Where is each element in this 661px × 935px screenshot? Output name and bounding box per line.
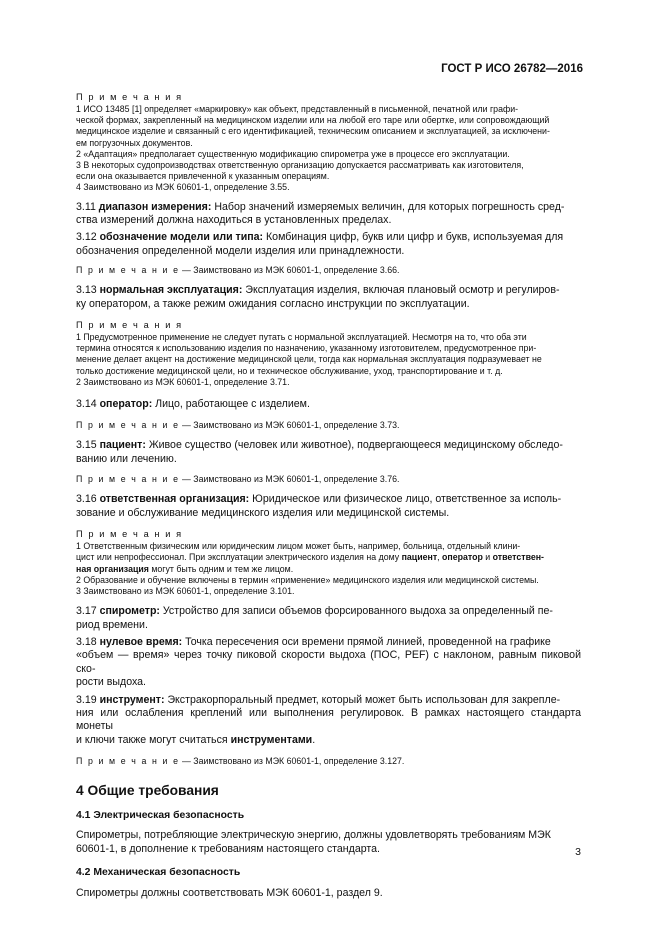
term-definition-cont: ства измерений должна находиться в установленных пределах. [76,214,392,227]
note-3-14 [76,419,581,431]
term-number: 3.13 [76,284,97,297]
subsection-heading-4-2: 4.2 Механическая безопасность [76,867,241,879]
note-text: — Заимствовано из МЭК 60601-1, определение 3.66. [179,265,400,276]
term-3-18 [76,636,581,690]
note-text: — Заимствовано из МЭК 60601-1, определение 3.76. [179,474,400,485]
paragraph: Спирометры, потребляющие электрическую энергию, должны удовлетворять требованиям МЭК [76,829,551,842]
term-definition-cont: «объем — время» через точку пиковой скорости выдоха (ПОС, PEF) с наклоном, равным пиковой ско- [76,649,581,675]
term-ref-org-1: ответствен- [492,552,544,563]
term-3-16 [76,493,581,520]
term-3-14 [76,398,581,411]
note-line: 2 Заимствовано из МЭК 60601-1, определение 3.71. [76,376,290,387]
note-line: 4 Заимствовано из МЭК 60601-1, определение 3.55. [76,182,290,193]
term-definition: Экстракорпоральный предмет, который может быть использован для закрепле- [164,693,561,706]
term-name: ответственная организация: [99,493,250,506]
note-text: — Заимствовано из МЭК 60601-1, определение 3.127. [179,756,405,767]
term-ref-instruments: инструментами [230,733,313,746]
note-label: П р и м е ч а н и е [76,265,180,276]
term-name: инструмент: [99,693,165,706]
term-3-11 [76,201,581,228]
term-3-12 [76,231,581,258]
term-3-19 [76,694,581,748]
notes-heading: П р и м е ч а н и я [76,92,183,102]
notes-heading: П р и м е ч а н и я [76,320,183,331]
term-definition: Комбинация цифр, букв или цифр и букв, используемая для [263,231,564,244]
term-name: обозначение модели или типа: [99,231,264,244]
note-3-19 [76,755,581,767]
term-definition-cont: и ключи также могут считаться инструментами. [76,733,316,746]
term-number: 3.18 [76,635,97,648]
notes-block-top [76,91,581,194]
note-label: П р и м е ч а н и е [76,420,180,431]
term-number: 3.19 [76,693,97,706]
term-name: диапазон измерения: [98,200,212,213]
note-label: П р и м е ч а н и е [76,474,180,485]
term-ref-operator: оператор [442,552,483,563]
notes-block-3-16 [76,528,581,597]
term-definition: Лицо, работающее с изделием. [152,398,310,411]
notes-heading: П р и м е ч а н и я [76,529,183,540]
term-definition: Точка пересечения оси времени прямой линией, проведенной на графике [182,635,551,648]
term-number: 3.14 [76,398,97,411]
term-name: оператор: [99,398,153,411]
term-number: 3.15 [76,439,97,452]
section-heading: 4 Общие требования [76,783,219,799]
note-line: менение делает акцент на достижение медицинской цели, тогда как нормальная эксплуатация подразумевает не [76,354,542,365]
term-name: нулевое время: [99,635,183,648]
page-content [76,91,581,900]
note-label: П р и м е ч а н и е [76,756,180,767]
term-3-15 [76,439,581,466]
document-header-id: ГОСТ Р ИСО 26782—2016 [441,63,583,75]
subsection-heading-4-1: 4.1 Электрическая безопасность [76,810,245,822]
term-number: 3.16 [76,493,97,506]
note-line: 3 Заимствовано из МЭК 60601-1, определение 3.101. [76,585,295,596]
term-ref-patient: пациент [401,552,438,563]
note-line: если она оказывается привлеченной к указанным операциям. [76,171,330,182]
note-line: 2 «Адаптация» предполагает существенную модификацию спирометра уже в процессе его эксплуатации. [76,148,510,159]
term-number: 3.11 [76,200,96,213]
page-number: 3 [575,846,581,858]
note-text: — Заимствовано из МЭК 60601-1, определение 3.73. [179,420,400,431]
note-line: 3 В некоторых судопроизводствах ответственную организацию допускается рассматривать как изготовителя, [76,160,524,171]
note-line: медицинское изделие и связанный с его идентификацией, техническим описанием и эксплуатацией, за исключени- [76,126,550,137]
term-definition: Живое существо (человек или животное), подвергающееся медицинскому обследо- [145,439,563,452]
term-definition-cont: зование и обслуживание медицинского изделия или медицинской системы. [76,506,450,519]
note-line: 2 Образование и обучение включены в термин «применение» медицинского изделия или медицинской системы. [76,574,539,585]
term-definition-cont: ния или ослабления креплений или выполнения регулировок. В рамках настоящего стандарта монеты [76,706,581,733]
term-ref-org-2: ная организация [76,563,149,574]
term-definition-cont: ванию или лечению. [76,452,177,465]
term-definition-cont: ку оператором, а также режим ожидания согласно инструкции по эксплуатации. [76,297,470,310]
note-line: термина относятся к использованию изделия по назначению, указанному изготовителем, предусмотренное при- [76,343,537,354]
note-line: цист или непрофессионал. При эксплуатации электрического изделия на дому пациент, оператор и ответствен- [76,552,544,563]
term-name: нормальная эксплуатация: [99,284,243,297]
paragraph-cont: 60601-1, в дополнение к требованиям настоящего стандарта. [76,843,380,856]
term-3-13 [76,284,581,311]
term-number: 3.12 [76,231,97,244]
note-line: 1 Ответственным физическим или юридическим лицом может быть, например, больница, отдельный клини- [76,541,521,552]
note-line: 1 ИСО 13485 [1] определяет «маркировку» как объект, представленный в письменной, печатной или графи- [76,104,519,114]
paragraph: Спирометры должны соответствовать МЭК 60601-1, раздел 9. [76,887,383,900]
term-definition: Эксплуатация изделия, включая плановый осмотр и регулиров- [242,284,560,297]
term-definition-cont: риод времени. [76,618,148,631]
note-line: только достижение медицинской цели, но и техническое обслуживание, уход, транспортирование и т. д. [76,365,503,376]
note-3-15 [76,473,581,485]
term-definition: Устройство для записи объемов форсированного выдоха за определенный пе- [159,605,553,618]
notes-block-3-13 [76,319,581,388]
term-3-17 [76,605,581,632]
note-line: ем погрузочных документов. [76,137,193,148]
term-definition-cont: обозначения определенной модели изделия или принадлежности. [76,244,405,257]
term-name: спирометр: [99,605,160,618]
term-name: пациент: [99,439,146,452]
note-3-12 [76,264,581,276]
term-definition-cont: рости выдоха. [76,676,147,689]
note-line: 1 Предусмотренное применение не следует путать с нормальной эксплуатацией. Несмотря на то, что оба эти [76,332,527,343]
note-line: ная организация могут быть одним и тем же лицом. [76,563,294,574]
term-definition: Набор значений измеряемых величин, для которых погрешность сред- [211,200,565,213]
term-number: 3.17 [76,605,97,618]
note-line: ческой формах, закрепленный на медицинском изделии или на любой его таре или обертке, или сопровождающий [76,115,550,126]
term-definition: Юридическое или физическое лицо, ответственное за исполь- [249,493,562,506]
